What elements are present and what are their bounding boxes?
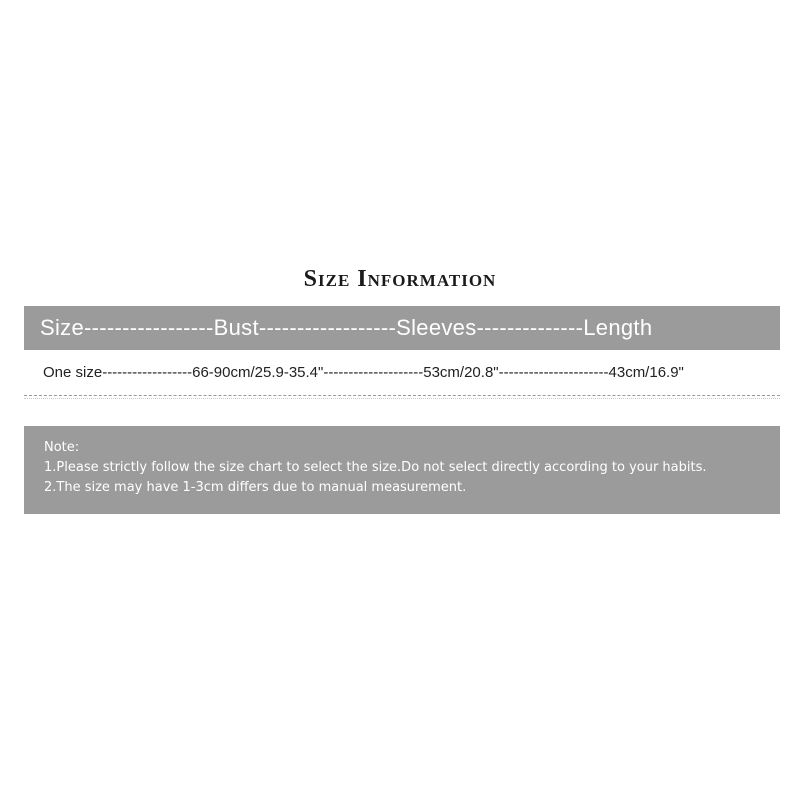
note-line-2: 2.The size may have 1-3cm differs due to manual measurement.	[44, 480, 467, 495]
note-heading: Note:	[44, 440, 80, 455]
size-table-header-text: Size-----------------Bust------------------Sleeves--------------Length	[40, 315, 653, 340]
size-table-header	[24, 306, 780, 350]
note-content	[44, 438, 774, 498]
divider	[24, 398, 780, 399]
size-table-row: One size------------------66-90cm/25.9-35.4"--------------------53cm/20.8"----------------------43cm/16.9"	[43, 364, 684, 381]
note-box	[24, 426, 780, 514]
page-title: Size Information	[303, 266, 497, 292]
divider	[24, 395, 780, 396]
note-line-1: 1.Please strictly follow the size chart to select the size.Do not select directly according to your habits.	[44, 460, 707, 475]
